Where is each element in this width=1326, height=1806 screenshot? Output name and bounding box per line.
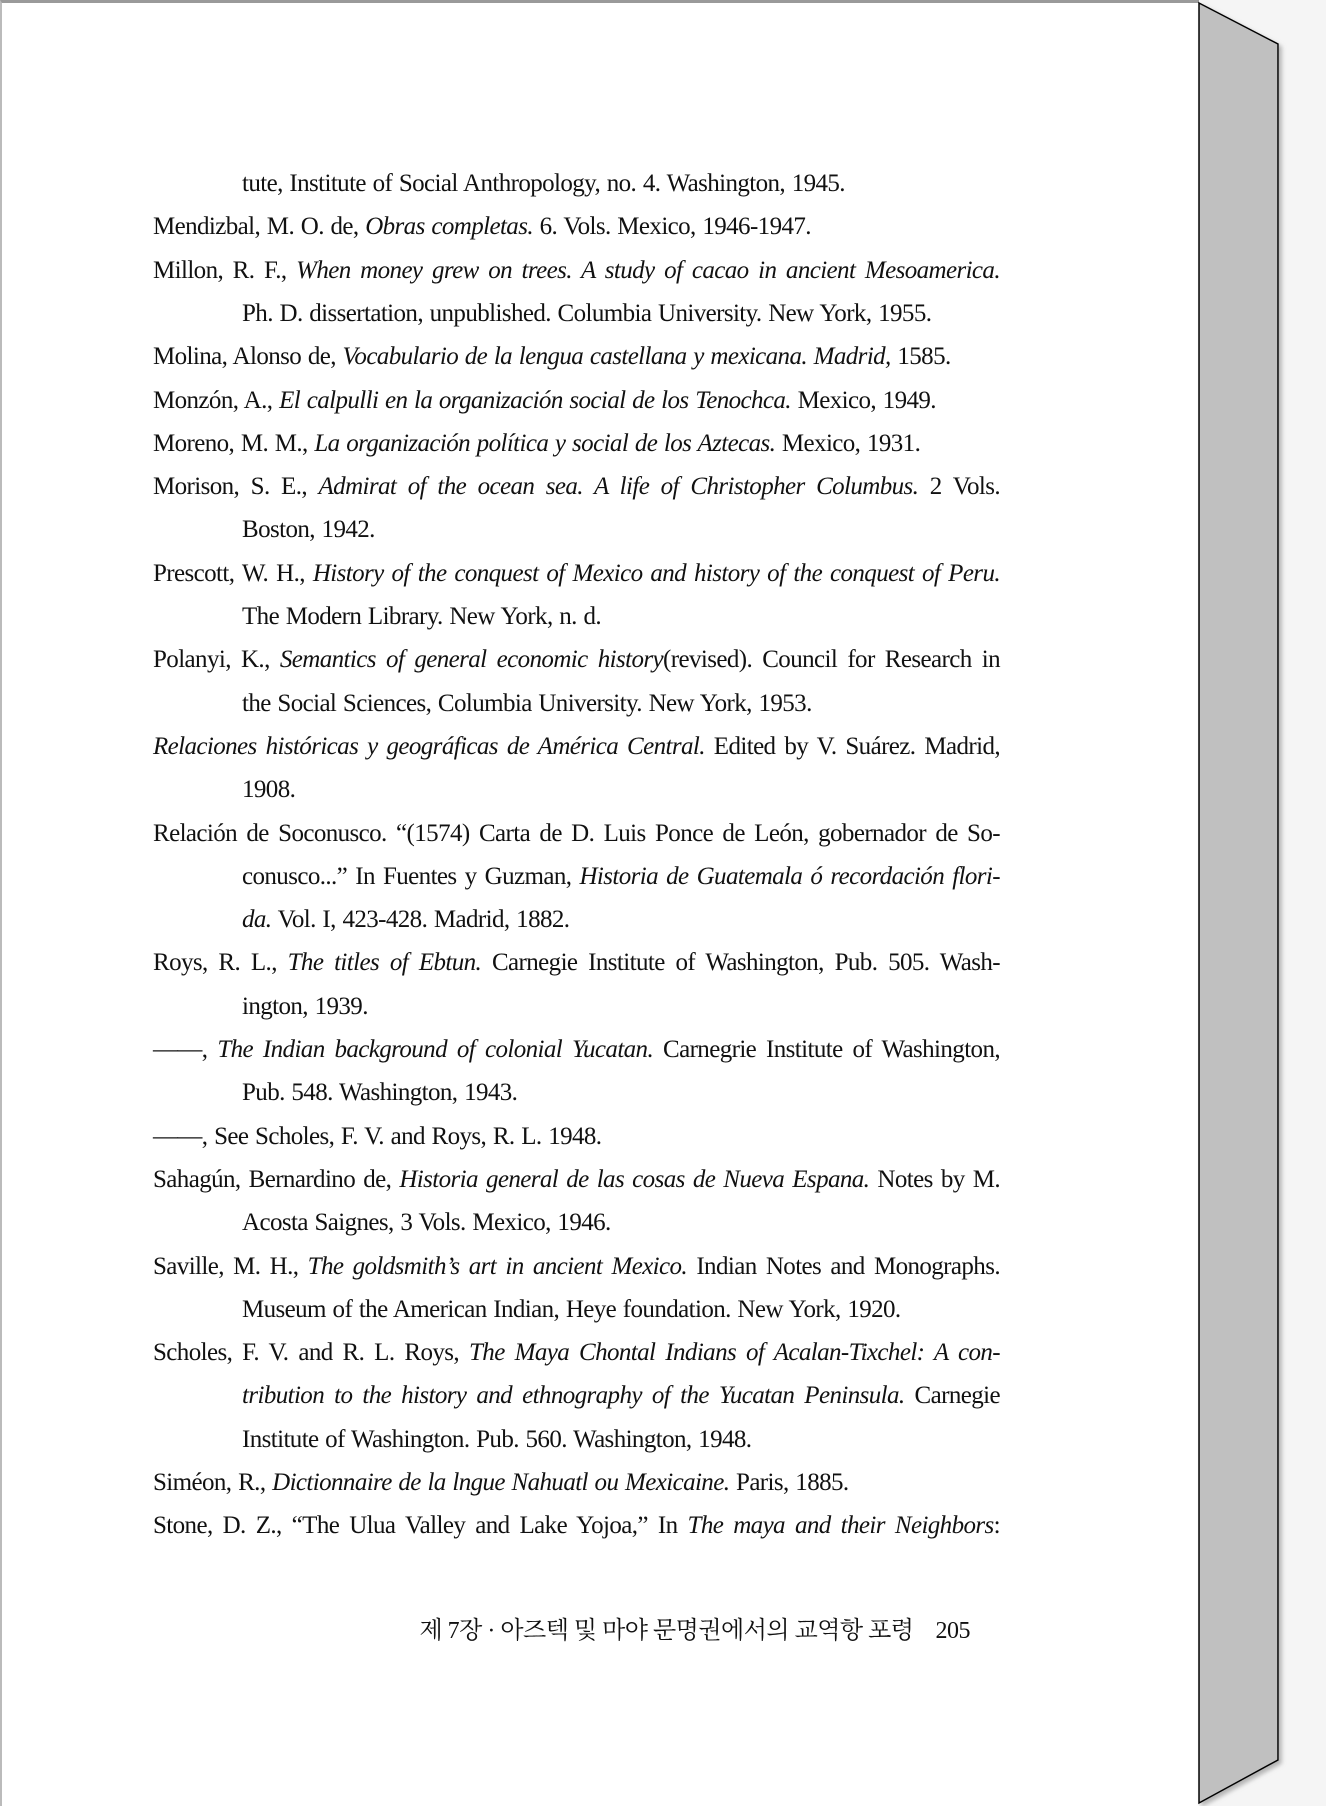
- italic-title-text: tribution to the history and ethnography of the Yucatan Peninsula.: [242, 1382, 905, 1410]
- citation-text: Morison, S. E.,: [153, 473, 319, 501]
- citation-text: Prescott, W. H.,: [153, 559, 313, 587]
- italic-title-text: The goldsmith’s art in ancient Mexico.: [307, 1252, 688, 1280]
- citation-text: :: [993, 1512, 1001, 1540]
- citation-text: Relación de Soconusco. “(1574) Carta de D. Luis Ponce de León, gobernador de So-: [153, 819, 1000, 847]
- citation-text: Institute of Washington. Pub. 560. Washington, 1948.: [242, 1425, 752, 1453]
- citation-text: Millon, R. F.,: [153, 256, 297, 284]
- citation-text: Moreno, M. M.,: [153, 429, 315, 457]
- citation-text: Edited by V. Suárez. Madrid,: [704, 732, 1000, 760]
- citation-text: Scholes, F. V. and R. L. Roys,: [153, 1339, 469, 1367]
- citation-text: Carnegrie Institute of Washington,: [653, 1036, 1000, 1063]
- italic-title-text: The maya and their Neighbors: [687, 1512, 994, 1540]
- citation-text: Acosta Saignes, 3 Vols. Mexico, 1946.: [242, 1209, 611, 1237]
- italic-title-text: History of the conquest of Mexico and history of the conquest of Peru.: [312, 559, 1000, 587]
- italic-title-text: Obras completas.: [365, 213, 533, 241]
- citation-text: Indian Notes and Monographs.: [687, 1252, 1000, 1280]
- italic-title-text: The Maya Chontal Indians of Acalan-Tixchel: A con-: [468, 1339, 1000, 1367]
- citation-text: Ph. D. dissertation, unpublished. Columbia University. New York, 1955.: [242, 299, 932, 327]
- citation-text: Molina, Alonso de,: [153, 343, 343, 371]
- citation-text: Roys, R. L.,: [153, 949, 288, 977]
- citation-text: Sahagún, Bernardino de,: [153, 1165, 400, 1193]
- citation-text: conusco...” In Fuentes y Guzman,: [242, 862, 580, 890]
- citation-text: ——,: [153, 1036, 218, 1063]
- page-edge-panel: [1199, 3, 1278, 1803]
- italic-title-text: La organización política y social de los Aztecas.: [314, 429, 776, 457]
- citation-text: Notes by M.: [869, 1165, 1001, 1193]
- citation-text: 6. Vols. Mexico, 1946-1947.: [532, 213, 811, 241]
- citation-text: the Social Sciences, Columbia University. New York, 1953.: [242, 689, 812, 717]
- citation-text: Mendizbal, M. O. de,: [153, 213, 366, 241]
- citation-text: Mexico, 1931.: [775, 429, 921, 457]
- citation-text: Siméon, R.,: [153, 1469, 273, 1496]
- italic-title-text: Admirat of the ocean sea. A life of Christopher Columbus.: [318, 473, 919, 501]
- italic-title-text: El calpulli en la organización social de los Tenochca.: [279, 386, 791, 414]
- italic-title-text: When money grew on trees. A study of cacao in ancient Mesoamerica.: [296, 256, 1000, 284]
- running-head: 제 7장 · 아즈텍 및 마야 문명권에서의 교역항 포령: [419, 1618, 914, 1644]
- citation-text: (revised). Council for Research in: [663, 646, 1000, 674]
- italic-title-text: Dictionnaire de la lngue Nahuatl ou Mexicaine.: [272, 1469, 730, 1496]
- page-number: 205: [935, 1618, 970, 1644]
- citation-text: Museum of the American Indian, Heye foundation. New York, 1920.: [242, 1295, 901, 1323]
- citation-text: The Modern Library. New York, n. d.: [242, 603, 602, 630]
- italic-title-text: Historia general de las cosas de Nueva Espana.: [399, 1165, 870, 1193]
- italic-title-text: Semantics of general economic history: [279, 646, 663, 674]
- citation-text: 1585.: [890, 343, 951, 371]
- italic-title-text: Historia de Guatemala ó recordación flori-: [579, 862, 1000, 890]
- italic-title-text: Vocabulario de la lengua castellana y mexicana. Madrid,: [342, 343, 891, 371]
- citation-text: Monzón, A.,: [153, 386, 280, 414]
- citation-text: ington, 1939.: [242, 992, 368, 1020]
- citation-text: Saville, M. H.,: [153, 1252, 308, 1280]
- citation-text: 1908.: [242, 776, 296, 804]
- citation-text: Boston, 1942.: [242, 516, 375, 544]
- citation-text: Stone, D. Z., “The Ulua Valley and Lake Yojoa,” In: [153, 1512, 688, 1540]
- citation-text: tute, Institute of Social Anthropology, no. 4. Washington, 1945.: [242, 170, 845, 197]
- citation-text: Vol. I, 423-428. Madrid, 1882.: [271, 906, 570, 934]
- citation-text: 2 Vols.: [918, 473, 1000, 501]
- citation-text: ——, See Scholes, F. V. and Roys, R. L. 1948.: [153, 1122, 602, 1150]
- citation-text: Paris, 1885.: [729, 1469, 849, 1496]
- citation-text: Pub. 548. Washington, 1943.: [242, 1079, 518, 1107]
- citation-text: Carnegie Institute of Washington, Pub. 505. Wash-: [481, 949, 1000, 977]
- italic-title-text: Relaciones históricas y geográficas de América Central.: [153, 732, 705, 760]
- citation-text: Polanyi, K.,: [153, 646, 280, 674]
- italic-title-text: The Indian background of colonial Yucatan.: [217, 1036, 654, 1063]
- citation-text: Carnegie: [904, 1382, 1000, 1410]
- italic-title-text: The titles of Ebtun.: [287, 949, 482, 977]
- citation-text: Mexico, 1949.: [790, 386, 936, 414]
- italic-title-text: da.: [242, 906, 272, 934]
